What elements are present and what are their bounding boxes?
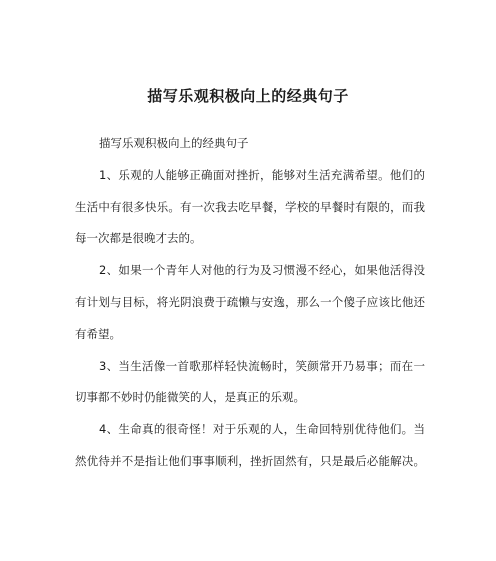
document-body [75, 128, 425, 478]
paragraph-line: 然优待并不是指让他们事事顺利，挫折固然有，只是最后必能解决。 [75, 453, 425, 468]
paragraph-line: 2、如果一个青年人对他的行为及习惯漫不经心，如果他活得没 [99, 263, 425, 278]
paragraph-4 [75, 414, 425, 478]
paragraph-3 [75, 351, 425, 415]
document-title: 描写乐观积极向上的经典句子 [147, 87, 349, 105]
paragraph-1 [75, 160, 425, 255]
paragraph-line: 3、当生活像一首歌那样轻快流畅时，笑颜常开乃易事；而在一 [99, 358, 425, 373]
paragraph-line: 描写乐观积极向上的经典句子 [99, 136, 249, 150]
paragraph-line: 有希望。 [75, 326, 121, 341]
paragraph-line: 生活中有很多快乐。有一次我去吃早餐，学校的早餐时有限的，而我 [75, 199, 425, 214]
paragraph-2 [75, 255, 425, 350]
paragraph-line: 有计划与目标，将光阴浪费于疏懒与安逸，那么一个傻子应该比他还 [75, 294, 425, 309]
paragraph-line: 4、生命真的很奇怪！对于乐观的人，生命回特别优待他们。当 [99, 422, 425, 437]
paragraph-subtitle [75, 128, 425, 160]
paragraph-line: 切事都不妙时仍能微笑的人，是真正的乐观。 [75, 390, 305, 405]
paragraph-line: 1、乐观的人能够正确面对挫折，能够对生活充满希望。他们的 [99, 167, 425, 182]
paragraph-line: 每一次都是很晚才去的。 [75, 231, 202, 246]
